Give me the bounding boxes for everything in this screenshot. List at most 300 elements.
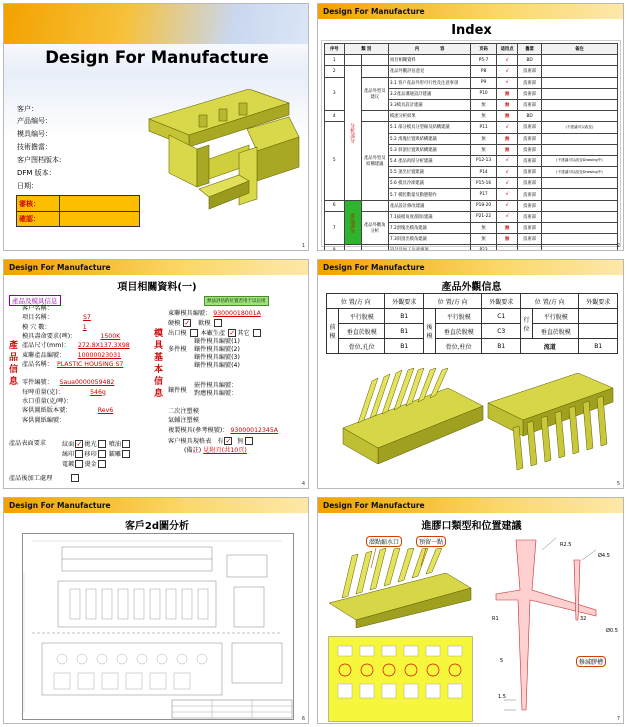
index-cell: 技術部: [518, 77, 542, 88]
multi-part-label: 多件模: [168, 346, 187, 353]
project-info-tag: 產品及模具信息: [9, 295, 61, 306]
index-cell: 無: [471, 133, 497, 144]
index-cell: 產品設計修改建議: [388, 200, 470, 211]
project-field-row: [22, 407, 136, 415]
index-cell: 3.3模具設計建議: [388, 99, 470, 110]
slide-header: Design For Manufacture: [4, 260, 308, 275]
index-cell: 技術部: [518, 122, 542, 133]
project-field-value: Rev6: [97, 407, 114, 415]
index-cell: √: [496, 66, 518, 77]
index-cell: 2: [325, 66, 345, 77]
slide-header: Design For Manufacture: [318, 260, 623, 275]
index-cell: 5: [325, 122, 345, 200]
gate-dim-5: 5: [500, 658, 504, 664]
export-mold-checkbox[interactable]: [190, 329, 198, 337]
appearance-header-row: [327, 294, 618, 309]
index-cell: √: [496, 55, 518, 66]
index-cell: P18-20: [471, 200, 497, 211]
back-vertical: 垂直於脫模: [435, 324, 481, 339]
index-cell: 產品外觀角分析: [361, 211, 388, 245]
mold-number-label: 東聯模具編號：: [168, 310, 212, 317]
index-cell: 技術部: [518, 99, 542, 110]
index-cell: 5.2 滑塊位置與結構建議: [388, 133, 470, 144]
front-rib-req: B1: [385, 339, 424, 354]
index-cell: [541, 189, 617, 200]
index-cell: 5.6 模具冷卻建議: [388, 178, 470, 189]
index-cell: √: [496, 178, 518, 189]
index-cell: 技術部: [518, 144, 542, 155]
project-field-value: S7: [83, 314, 91, 322]
appearance-head-2: 外觀要求: [385, 294, 424, 309]
index-cell: √: [496, 189, 518, 200]
index-cell: [541, 178, 617, 189]
surface-paint-checkbox[interactable]: [122, 440, 130, 448]
copy-mold-value: 93000012345A: [230, 427, 279, 434]
index-cell: 技術部: [518, 234, 542, 245]
index-cell: 技術部: [518, 88, 542, 99]
index-row: [325, 200, 618, 211]
index-cell: 技術部: [518, 167, 542, 178]
index-cell: [361, 66, 388, 77]
surface-polish-checkbox[interactable]: [98, 440, 106, 448]
slider-parallel: 平行脫模: [532, 309, 578, 324]
export-mold-row: [168, 329, 262, 338]
index-cell: 3: [325, 77, 345, 111]
index-cell: (不建議可以改变Drawing中): [541, 167, 617, 178]
surface-pad-print-label: 移印: [84, 451, 97, 458]
spec-sheet-label: 客户模具規格表: [168, 438, 212, 445]
index-cell: 5.5 頂出位置建議: [388, 167, 470, 178]
appearance-row-2: [327, 324, 618, 339]
surface-hot-stamp-checkbox[interactable]: [98, 460, 106, 468]
index-col-content-b: 容: [440, 47, 445, 53]
project-info-page-number: 4: [301, 481, 305, 487]
index-cell: 5.4 產品肉厚分析建議: [388, 155, 470, 166]
project-field-row: [22, 370, 86, 378]
cover-field-drawing: 客户图档版本:: [17, 156, 62, 164]
cover-product-image: [139, 89, 304, 224]
slider-label: 行位: [520, 309, 532, 339]
project-field-label: 项目名稱：: [22, 314, 53, 322]
slide-cover: [3, 3, 309, 251]
cover-approval-box: [16, 195, 140, 227]
embed-mold-number: 嵌件模具編號：: [194, 382, 238, 389]
project-field-label: 客供圖紙編號：: [22, 416, 66, 424]
index-row: [325, 66, 618, 77]
appearance-title: 產品外觀信息: [441, 282, 502, 293]
index-cell: [541, 99, 617, 110]
project-field-label: 每啤重量(克)：: [22, 388, 64, 396]
index-body: [325, 55, 618, 251]
index-cell: 產品外觀評估意見: [388, 66, 470, 77]
project-field-label: 水口重量(克/啤)：: [22, 398, 73, 405]
gate-dim-radius: R2.5: [560, 542, 572, 548]
project-field-label: 客供圖紙版本號：: [22, 407, 72, 415]
index-cell: 5.1 部分模具分型線及結構建議: [388, 122, 470, 133]
project-info-note: 無法評估的位置若用于以后用: [204, 296, 269, 306]
project-field-row: [22, 314, 117, 322]
index-cell: 4: [325, 111, 345, 122]
index-cell: 設計及加工注意事項: [388, 245, 470, 251]
index-cell: P11: [471, 122, 497, 133]
index-cell: √: [496, 167, 518, 178]
index-cell: [361, 55, 388, 66]
project-field-row: [22, 361, 123, 369]
index-cell: P12-13: [471, 155, 497, 166]
local-production-label: 本廠生產: [200, 330, 226, 337]
front-mold-label: 前模: [327, 309, 339, 354]
gate-dim-32: 32: [580, 616, 587, 622]
project-field-row: [22, 389, 128, 397]
index-cell: [541, 223, 617, 234]
index-cell: 5.3 斜頂位置與結構建議: [388, 144, 470, 155]
index-cell: P14: [471, 167, 497, 178]
spec-no-label: 無: [237, 438, 244, 445]
index-cell: [541, 77, 617, 88]
project-field-row: [22, 417, 129, 425]
project-field-row: [22, 352, 129, 360]
insert-mold-line-4: 鑲件模具編號(4): [194, 362, 240, 369]
index-cell: 技術部: [518, 133, 542, 144]
post-process-checkbox[interactable]: [71, 474, 79, 482]
appearance-head-1: 位 置/方 向: [327, 294, 385, 309]
index-row: [325, 77, 618, 88]
slide-header: Design For Manufacture: [318, 4, 623, 19]
spec-sheet-row: [168, 437, 254, 446]
appearance-model-right: [483, 368, 618, 478]
index-cell: √: [496, 155, 518, 166]
project-field-label: 客户名稱：: [22, 305, 53, 312]
index-cell: BD: [518, 55, 542, 66]
index-cell: 技術部: [518, 189, 542, 200]
project-field-value: 10000023031: [77, 351, 121, 359]
surface-plating-checkbox[interactable]: [75, 460, 83, 468]
copy-mold-label: 複製模具(參考模號)：: [168, 427, 229, 434]
project-field-value: 1500K: [100, 332, 121, 340]
back-parallel-req: C1: [482, 309, 521, 324]
front-parallel-req: B1: [385, 309, 424, 324]
index-page-number: 2: [616, 243, 620, 249]
embed-mold-label: 鑲件模: [168, 387, 187, 394]
index-col-content: [388, 44, 470, 55]
project-field-value: PLASTIC HOUSING S7: [56, 360, 124, 368]
index-cell: 無: [496, 99, 518, 110]
surface-polish-label: 拋光: [84, 441, 97, 448]
cover-approval-divider: [17, 211, 139, 212]
appearance-page-number: 5: [616, 481, 620, 487]
index-row: [325, 55, 618, 66]
index-cell: 無: [496, 234, 518, 245]
index-cell: [541, 234, 617, 245]
cover-page-number: 1: [301, 243, 305, 249]
drawing-title: 客戶2d圖分析: [124, 521, 190, 532]
index-cell: P10: [471, 88, 497, 99]
gate-dim-0-5: Ø0.5: [606, 628, 618, 634]
appearance-head-6: 外觀要求: [579, 294, 618, 309]
cover-confirm-label: 確認：: [19, 215, 40, 223]
back-rib-req: B1: [482, 339, 521, 354]
export-mold-label: 出口模: [168, 330, 187, 337]
appearance-table: [326, 293, 618, 354]
index-row: [325, 211, 618, 222]
other-checkbox[interactable]: [253, 329, 261, 337]
project-field-value: 546g: [90, 388, 106, 396]
index-cell: 無: [496, 88, 518, 99]
index-table: [324, 43, 618, 251]
side-label-product: 產品信息: [9, 341, 19, 387]
index-cell: 無: [471, 111, 497, 122]
index-cell: 6: [325, 200, 345, 211]
appearance-head-5: 位 置/方 向: [520, 294, 578, 309]
cover-field-dfm: DFM 版本：: [17, 169, 56, 177]
gate-dim-r1: R1: [492, 616, 499, 622]
project-field-value: 272.8X137.3X98: [77, 342, 130, 350]
index-row: [325, 111, 618, 122]
index-cell: [361, 245, 388, 251]
front-rib: 骨位,孔位: [339, 339, 385, 354]
index-cell: 3.2產品溝通設計建議: [388, 88, 470, 99]
surface-silkscreen-label: 絲印: [62, 451, 75, 458]
index-cell: 8: [325, 245, 345, 251]
spec-yes-label: 有: [217, 438, 224, 445]
index-col-owner: 擔當: [518, 44, 542, 55]
surface-label: 產品表面要求: [9, 440, 47, 447]
cover-field-product: 产品编号：: [17, 117, 52, 125]
index-row: [325, 122, 618, 133]
index-cell: 技術部: [518, 155, 542, 166]
gate-dim-diameter: Ø4.5: [598, 553, 610, 559]
index-cell: 無: [496, 133, 518, 144]
index-cell: [541, 133, 617, 144]
slider-vertical: 垂直於脫模: [532, 324, 578, 339]
index-cell: 技術部: [518, 200, 542, 211]
index-cell: (不建議可以改变): [541, 122, 617, 133]
other-label: 其它: [237, 330, 250, 337]
appearance-model-left: [338, 368, 488, 478]
project-field-row: [22, 305, 117, 313]
mold-number-row: [168, 310, 261, 318]
index-cell: 3.1 客户産品外形可行性及注意事項: [388, 77, 470, 88]
slide-header: Design For Manufacture: [318, 498, 623, 513]
project-field-value: Saua0000059482: [59, 379, 115, 387]
index-col-no: 序号: [325, 44, 345, 55]
soft-mold-label: 軟模: [198, 320, 211, 327]
surface-laser-checkbox[interactable]: [122, 450, 130, 458]
gas-assist-label: 氣輔注塑模: [168, 417, 199, 424]
remark-label: (備註): [184, 447, 202, 454]
index-cell: 無: [471, 99, 497, 110]
gate-title: 進膠口類型和位置建議: [421, 521, 522, 532]
surface-silkscreen-checkbox[interactable]: [75, 450, 83, 458]
index-cell: [541, 55, 617, 66]
index-cell: [541, 211, 617, 222]
index-group-empty: [344, 245, 361, 251]
slide-index: [317, 3, 624, 251]
index-cell: 技術部: [518, 223, 542, 234]
index-col-category: 類 別: [344, 44, 388, 55]
hard-mold-label: 硬模: [168, 320, 181, 327]
index-cell: 技術部: [518, 211, 542, 222]
index-title: Index: [451, 23, 492, 38]
slide-appearance: [317, 259, 624, 489]
insert-mold-line-2: 鑲件模具編號(2): [194, 346, 240, 353]
runner-label: 流道: [520, 339, 578, 354]
overmold-label: 二次注塑模: [168, 408, 199, 415]
index-cell: [518, 245, 542, 251]
drawing-page-number: 6: [301, 716, 305, 722]
surface-texture-checkbox[interactable]: ✓: [76, 440, 83, 448]
index-cell: 無: [471, 144, 497, 155]
appearance-head-3: 位 置/方 向: [423, 294, 481, 309]
gate-tag-trim: 修減膠槽: [576, 656, 606, 667]
post-process-label: 產品後加工處理: [9, 475, 53, 482]
index-cell: √: [496, 211, 518, 222]
surface-row-1: [62, 440, 131, 449]
index-col-page: 页码: [471, 44, 497, 55]
gate-tag-reserve: 預留一點: [416, 536, 446, 547]
spec-no-checkbox[interactable]: [245, 437, 253, 445]
back-mold-label: 後模: [423, 309, 435, 354]
gate-page-number: 7: [616, 716, 620, 722]
index-cell: 7.2滑塊出模角建議: [388, 223, 470, 234]
index-cell: 無: [496, 223, 518, 234]
gate-dim-1-5: 1.5: [498, 694, 506, 700]
index-cell: [361, 200, 388, 211]
index-cell: [361, 111, 388, 122]
index-col-content-a: 内: [414, 47, 420, 53]
index-group-empty: [344, 55, 361, 66]
cover-field-mold: 模具编号：: [17, 130, 52, 138]
cover-field-customer: 客户：: [17, 105, 38, 113]
remark-row: [184, 447, 247, 455]
copy-mold-row: [168, 427, 278, 435]
project-field-row: [22, 342, 134, 350]
surface-pad-print-checkbox[interactable]: [98, 450, 106, 458]
project-field-row: [22, 333, 140, 341]
soft-mold-checkbox[interactable]: [214, 319, 222, 327]
index-cell: 產品外型及建议: [361, 77, 388, 111]
index-cell: [541, 144, 617, 155]
front-vertical-req: B1: [385, 324, 424, 339]
index-cell: √: [496, 200, 518, 211]
index-header-row: [325, 44, 618, 55]
index-cell: P15-16: [471, 178, 497, 189]
index-cell: [541, 88, 617, 99]
cover-review-label: 審核：: [19, 200, 40, 208]
slider-parallel-req: [579, 309, 618, 324]
index-cell: 產品外型及結構建議: [361, 122, 388, 200]
back-rib: 骨位,柱位: [435, 339, 481, 354]
cover-title: Design For Manufacture: [45, 48, 269, 67]
index-cell: 1: [325, 55, 345, 66]
local-production-checkbox[interactable]: ✓: [229, 329, 236, 337]
customer-2d-drawing: [22, 533, 294, 720]
side-label-mold: 模具基本信息: [154, 329, 164, 399]
hard-mold-checkbox[interactable]: ✓: [184, 319, 191, 327]
index-group-analysis: 分析部分: [344, 66, 361, 200]
surface-texture-label: 紋面: [62, 441, 75, 448]
index-cell: √: [496, 77, 518, 88]
index-cell: [541, 111, 617, 122]
index-cell: 项目相關資料: [388, 55, 470, 66]
cover-field-engineer: 技術擔當：: [17, 143, 52, 151]
insert-mold-line-3: 鑲件模具編號(3): [194, 354, 240, 361]
index-cell: 7.1拔模角度/圓角建議: [388, 211, 470, 222]
index-cell: P23: [471, 245, 497, 251]
back-parallel: 平行脫模: [435, 309, 481, 324]
index-cell: 7.3斜頂出模角建議: [388, 234, 470, 245]
index-cell: P17: [471, 189, 497, 200]
cover-top-band: [4, 4, 308, 44]
cover-approval-vline: [59, 196, 60, 226]
index-cell: [541, 245, 617, 251]
index-cell: P9: [471, 77, 497, 88]
gate-model-3d: [326, 548, 476, 628]
spec-yes-checkbox[interactable]: ✓: [225, 437, 232, 445]
project-field-label: 模具壽命要求(啤)：: [22, 332, 77, 340]
index-cell: 模流分析結果: [388, 111, 470, 122]
project-field-value: 1: [82, 323, 87, 331]
index-cell: [541, 66, 617, 77]
index-col-apply: 适用点: [496, 44, 518, 55]
index-cell: 無: [471, 234, 497, 245]
project-field-row: [22, 379, 117, 387]
surface-row-3: [62, 460, 107, 469]
project-field-row: [22, 324, 115, 332]
surface-plating-label: 電鍍: [62, 461, 75, 468]
project-field-label: 產品名稱：: [22, 360, 53, 368]
index-cell: P5-7: [471, 55, 497, 66]
index-col-note: 备注: [541, 44, 617, 55]
slide-gate: [317, 497, 624, 724]
front-vertical: 垂直於脫模: [339, 324, 385, 339]
slide-header: Design For Manufacture: [4, 498, 308, 513]
appearance-head-4: 外觀要求: [482, 294, 521, 309]
index-cell: 7: [325, 211, 345, 245]
surface-paint-label: 噴油: [108, 441, 122, 448]
slide-2d-drawing: [3, 497, 309, 724]
back-vertical-req: C3: [482, 324, 521, 339]
hard-mold-row: [168, 319, 223, 328]
mold-number-value: 93000018001A: [213, 310, 261, 317]
index-cell: 無: [496, 144, 518, 155]
index-cell: (不建議可以改变Drawing中): [541, 155, 617, 166]
index-cell: P21-22: [471, 211, 497, 222]
index-group-product: 產品部分: [344, 200, 361, 245]
gate-bottom-view: [328, 636, 473, 722]
project-field-row: [22, 398, 136, 406]
embed-mold-pair: 對應模具編號：: [194, 390, 238, 397]
surface-hot-stamp-label: 燙金: [84, 461, 97, 468]
surface-laser-label: 鐳雕: [108, 451, 122, 458]
slider-vertical-req: [579, 324, 618, 339]
appearance-row-1: [327, 309, 618, 324]
project-field-label: 產品尺寸(mm)：: [22, 342, 70, 350]
index-cell: 技術部: [518, 66, 542, 77]
index-cell: BD: [518, 111, 542, 122]
project-field-label: 模 穴 數：: [22, 323, 51, 331]
remark-value: 見附頁(共10頁): [203, 447, 247, 454]
index-row: [325, 245, 618, 251]
index-cell: 無: [496, 111, 518, 122]
project-field-label: 零件編號：: [22, 379, 53, 387]
front-parallel: 平行脫模: [339, 309, 385, 324]
index-cell: [541, 200, 617, 211]
gate-tag-sub: 潜點縮水口: [366, 536, 402, 547]
runner-req: B1: [579, 339, 618, 354]
index-cell: √: [496, 122, 518, 133]
index-cell: P8: [471, 66, 497, 77]
